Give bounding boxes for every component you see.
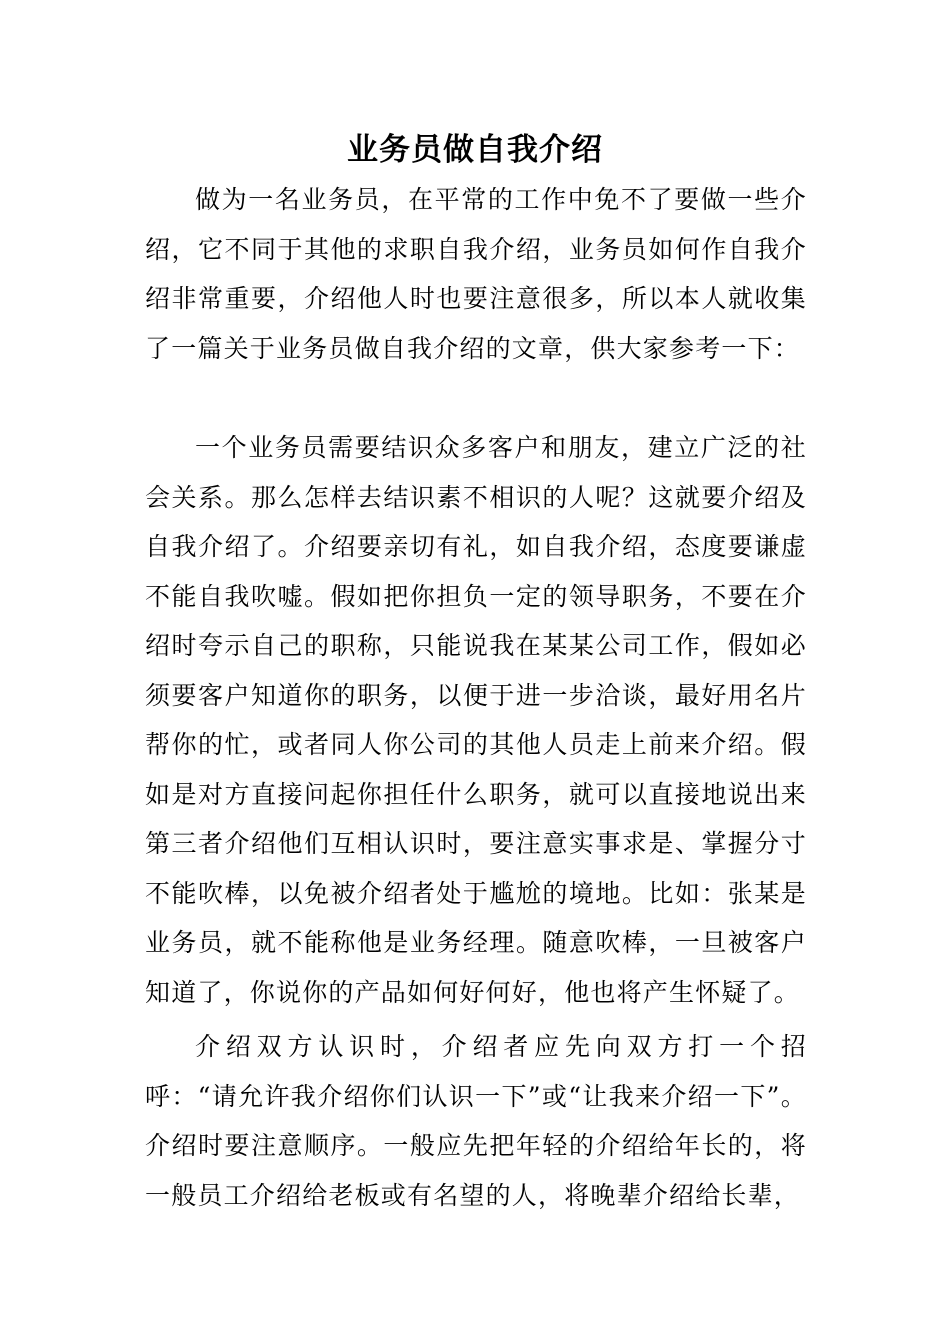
paragraph-self-introduction: 一个业务员需要结识众多客户和朋友，建立广泛的社会关系。那么怎样去结识素不相识的人呢？这就要介绍及自我介绍了。介绍要亲切有礼，如自我介绍，态度要谦虚不能自我吹嘘。假如把你担负一定的领导职务，不要在介绍时夸示自己的职称，只能说我在某某公司工作，假如必须要客户知道你的职务，以便于进一步洽谈，最好用名片帮你的忙，或者同人你公司的其他人员走上前来介绍。假如是对方直接问起你担任什么职务，就可以直接地说出来第三者介绍他们互相认识时，要注意实事求是、掌握分寸不能吹棒，以免被介绍者处于尴尬的境地。比如：张某是业务员，就不能称他是业务经理。随意吹棒，一旦被客户知道了，你说你的产品如何好何好，他也将产生怀疑了。 [145, 433, 807, 1007]
paragraph-intro: 做为一名业务员，在平常的工作中免不了要做一些介绍，它不同于其他的求职自我介绍，业务员如何作自我介绍非常重要，介绍他人时也要注意很多，所以本人就收集了一篇关于业务员做自我介绍的文章，供大家参考一下： [145, 185, 807, 363]
document-title: 业务员做自我介绍 [347, 132, 603, 168]
paragraph-introducing-others: 介绍双方认识时，介绍者应先向双方打一个招呼：“请允许我介绍你们认识一下”或“让我来介绍一下”。介绍时要注意顺序。一般应先把年轻的介绍给年长的，将一般员工介绍给老板或有名望的人，将晚辈介绍给长辈， [145, 1032, 807, 1210]
